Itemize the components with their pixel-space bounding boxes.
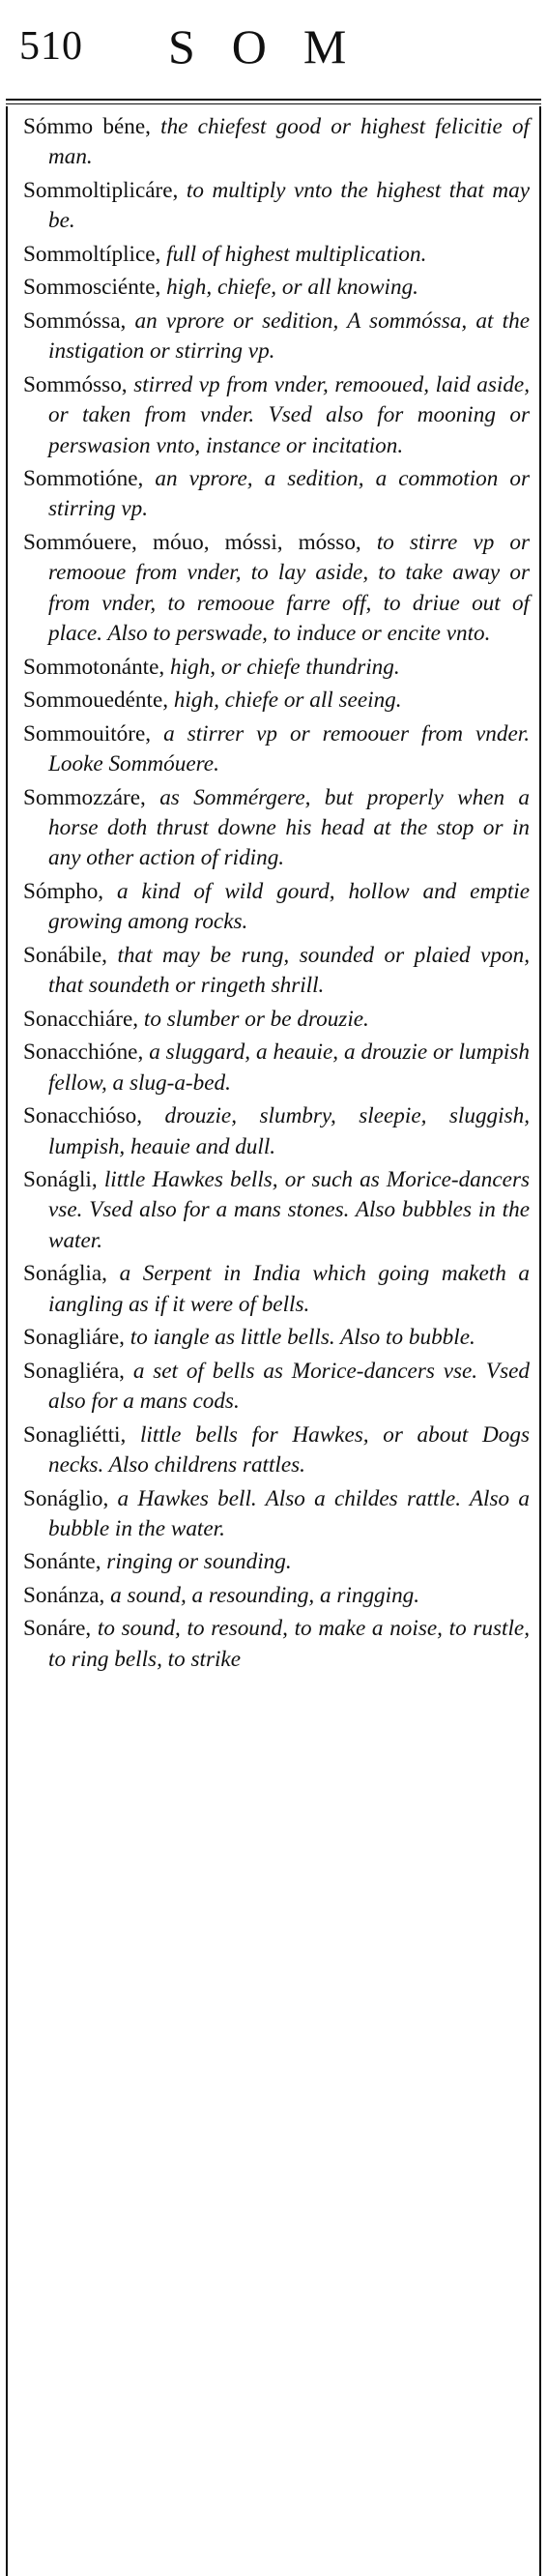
running-head: SOM — [168, 19, 384, 73]
entry-headword: Sómmo béne, — [23, 114, 151, 139]
dictionary-entry — [23, 176, 530, 237]
entry-list — [23, 112, 530, 1678]
entry-definition: a sound, a resounding, a ringging. — [110, 1582, 420, 1608]
entry-definition: that may be rung, sounded or plaied vpon, that soundeth or ringeth shrill. — [48, 942, 530, 999]
dictionary-entry — [23, 370, 530, 461]
dictionary-entry — [23, 1323, 530, 1353]
dictionary-entry — [23, 686, 530, 716]
entry-headword: Sommoltiplicáre, — [23, 177, 179, 203]
dictionary-entry — [23, 1259, 530, 1320]
entry-headword: Sonagliáre, — [23, 1325, 125, 1351]
entry-definition: high, chiefe, or all knowing. — [166, 275, 418, 301]
entry-headword: Sómpho, — [23, 878, 104, 904]
dictionary-entry — [23, 1038, 530, 1098]
dictionary-entry — [23, 1547, 530, 1577]
entry-definition: full of highest multiplication. — [166, 241, 427, 267]
entry-definition: to iangle as little bells. Also to bubble. — [130, 1325, 475, 1351]
entry-headword: Sommóuere, móuo, móssi, mósso, — [23, 529, 361, 555]
entry-definition: high, chiefe or all seeing. — [173, 688, 402, 714]
entry-headword: Sommóssa, — [23, 307, 127, 334]
dictionary-entry — [23, 1484, 530, 1545]
header-rule — [6, 99, 541, 104]
dictionary-entry — [23, 1581, 530, 1611]
entry-definition: an vprore, a sedition, a commotion or stirring vp. — [48, 466, 530, 522]
entry-headword: Sonacchióne, — [23, 1039, 144, 1066]
entry-headword: Sommozzáre, — [23, 784, 146, 810]
dictionary-entry — [23, 307, 530, 367]
entry-headword: Sommosciénte, — [23, 275, 161, 301]
entry-definition: to multiply vnto the highest that may be. — [48, 177, 531, 234]
entry-definition: stirred vp from vnder, remooued, laid aside, or taken from vnder. Vsed also for mooning or perswasion vnto, instance or incitation. — [48, 371, 531, 458]
entry-definition: ringing or sounding. — [106, 1549, 292, 1575]
dictionary-entry — [23, 1614, 530, 1675]
entry-definition: to sound, to resound, to make a noise, to rustle, to ring bells, to strike — [48, 1616, 530, 1672]
dictionary-entry — [23, 464, 530, 525]
entry-headword: Sonagliéra, — [23, 1358, 125, 1384]
entry-definition: a sluggard, a heauie, a drouzie or lumpish fellow, a slug-a-bed. — [48, 1039, 530, 1096]
page-number: 510 — [19, 24, 83, 69]
entry-definition: the chiefest good or highest felicitie of man. — [48, 114, 530, 170]
entry-headword: Sommouitóre, — [23, 720, 152, 746]
page-header — [10, 8, 539, 85]
entry-definition: an vprore or sedition, A sommóssa, at the instigation or stirring vp. — [48, 307, 530, 365]
entry-headword: Sonánte, — [23, 1549, 101, 1575]
entry-headword: Sonagliétti, — [23, 1421, 127, 1448]
dictionary-entry — [23, 112, 530, 173]
entry-definition: a Hawkes bell. Also a childes rattle. Also a bubble in the water. — [48, 1485, 530, 1541]
entry-headword: Sommoltíplice, — [23, 241, 161, 267]
entry-headword: Sonánza, — [23, 1582, 105, 1608]
dictionary-entry — [23, 1357, 530, 1418]
entry-headword: Sommouedénte, — [23, 688, 169, 714]
dictionary-entry — [23, 719, 530, 780]
entry-definition: little bells for Hawkes, or about Dogs necks. Also childrens rattles. — [48, 1421, 530, 1478]
dictionary-entry — [23, 1005, 530, 1035]
entry-definition: a set of bells as Morice-dancers vse. Vsed also for a mans cods. — [48, 1358, 531, 1415]
dictionary-entry — [23, 877, 530, 938]
entry-headword: Sommotonánte, — [23, 654, 165, 680]
dictionary-entry — [23, 1420, 530, 1481]
dictionary-entry — [23, 1101, 530, 1162]
entry-headword: Sonáglia, — [23, 1261, 107, 1287]
entry-headword: Sonacchiáre, — [23, 1006, 139, 1032]
left-border-rule — [6, 106, 8, 2576]
entry-definition: a Serpent in India which going maketh a iangling as if it were of bells. — [48, 1261, 530, 1317]
right-border-rule — [539, 106, 541, 2576]
entry-definition: to slumber or be drouzie. — [143, 1006, 369, 1032]
dictionary-entry — [23, 240, 530, 270]
entry-headword: Sommósso, — [23, 371, 128, 397]
entry-headword: Sonáre, — [23, 1616, 92, 1642]
entry-definition: to stirre vp or remooue from vnder, to lay aside, to take away or from vnder, to remooue farre off, to driue out of place. Also to perswade, to induce or encite vnto. — [48, 529, 530, 647]
entry-definition: high, or chiefe thundring. — [170, 654, 400, 680]
entry-headword: Sonágli, — [23, 1167, 98, 1192]
entry-definition: a kind of wild gourd, hollow and emptie growing among rocks. — [48, 878, 530, 935]
dictionary-entry — [23, 273, 530, 303]
dictionary-entry — [23, 653, 530, 683]
entry-definition: drouzie, slumbry, sleepie, sluggish, lumpish, heauie and dull. — [48, 1103, 530, 1159]
entry-headword: Sommotióne, — [23, 466, 144, 492]
entry-headword: Sonacchióso, — [23, 1103, 143, 1129]
entry-definition: as Sommérgere, but properly when a horse doth thrust downe his head at the stop or in any other action of riding. — [48, 784, 530, 871]
entry-definition: little Hawkes bells, or such as Morice-dancers vse. Vsed also for a mans stones. Also bubbles in the water. — [48, 1167, 531, 1253]
entry-headword: Sonáglio, — [23, 1485, 109, 1511]
dictionary-entry — [23, 941, 530, 1002]
dictionary-entry — [23, 783, 530, 874]
entry-headword: Sonábile, — [23, 942, 107, 968]
entry-definition: a stirrer vp or remoouer from vnder. Looke Sommóuere. — [48, 720, 530, 777]
dictionary-entry — [23, 1165, 530, 1256]
dictionary-entry — [23, 528, 530, 650]
